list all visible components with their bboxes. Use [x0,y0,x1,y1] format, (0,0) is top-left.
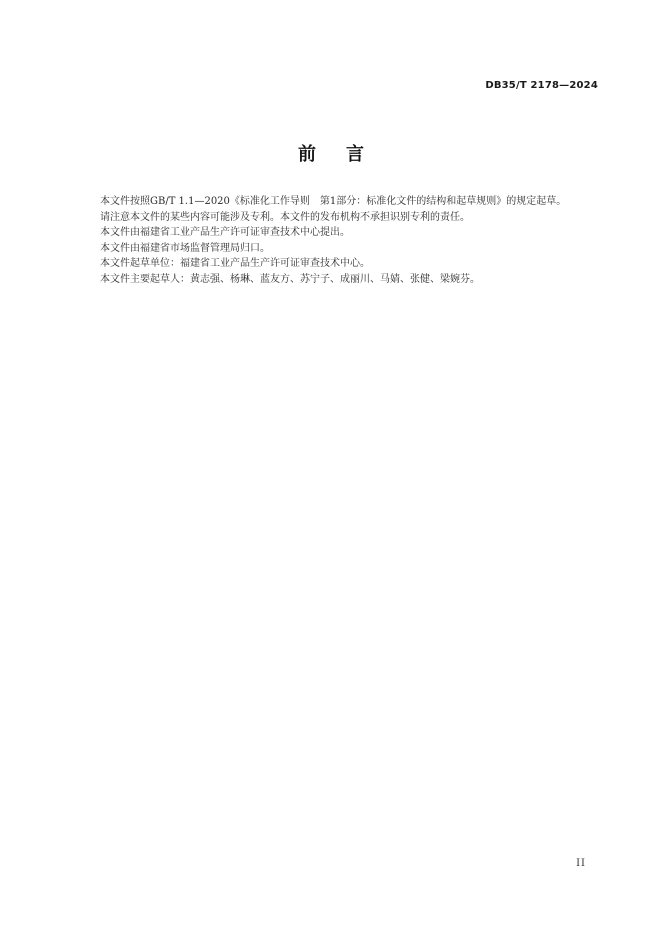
page-number: II [576,858,586,869]
paragraph-patent-notice: 请注意本文件的某些内容可能涉及专利。本文件的发布机构不承担识别专利的责任。 [100,211,470,223]
heading-char-2: 言 [346,144,364,165]
paragraph-drafting-basis: 本文件按照GB/T 1.1—2020《标准化工作导则 第1部分：标准化文件的结构和起草规则》的规定起草。 [100,196,567,207]
preface-body [80,194,601,287]
paragraph-drafting-unit: 本文件起草单位：福建省工业产品生产许可证审查技术中心。 [100,258,370,269]
paragraph-proposer: 本文件由福建省工业产品生产许可证审查技术中心提出。 [100,227,350,238]
document-code: DB35/T 2178—2024 [485,80,598,91]
section-heading [0,140,662,166]
heading-char-1: 前 [298,144,316,165]
paragraph-administrator: 本文件由福建省市场监督管理局归口。 [100,242,270,254]
paragraph-drafters: 本文件主要起草人：黄志强、杨琳、蓝友方、苏宁子、成丽川、马婧、张健、梁婉芬。 [100,273,480,285]
